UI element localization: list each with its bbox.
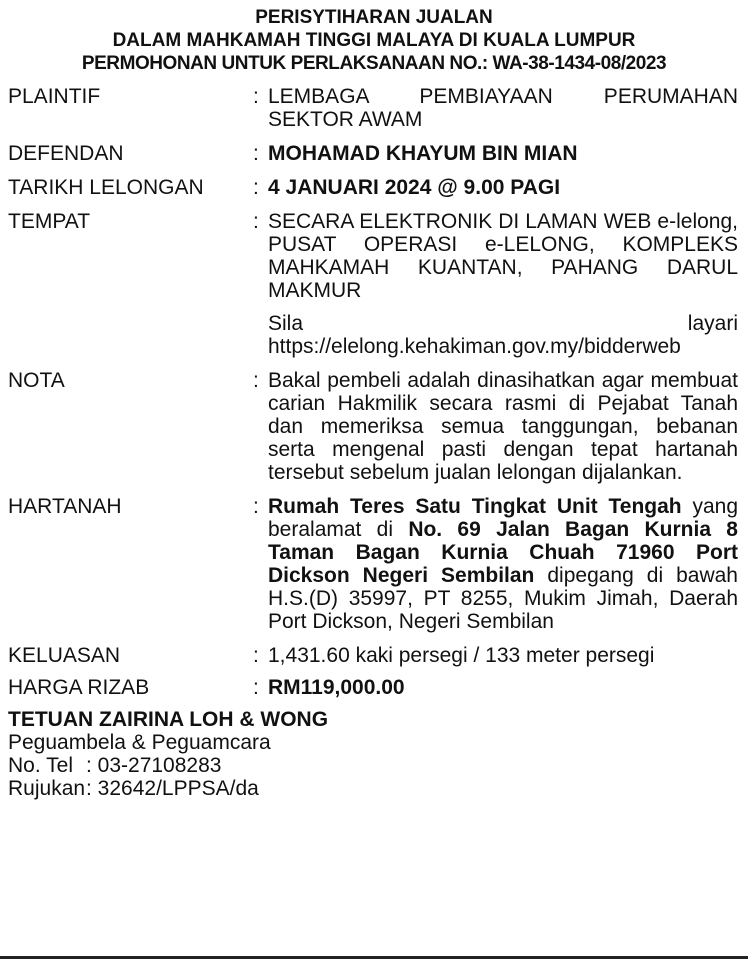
colon: :	[253, 176, 259, 199]
hartanah-label: HARTANAH	[8, 495, 122, 518]
colon: :	[253, 85, 259, 108]
row-plaintif	[8, 85, 740, 131]
row-defendan	[8, 142, 740, 165]
colon: :	[253, 369, 259, 392]
ref-value: : 32642/LPPSA/da	[86, 777, 259, 800]
tel-line	[8, 754, 740, 777]
keluasan-value: 1,431.60 kaki persegi / 133 meter persegi	[268, 644, 655, 667]
property-address: No. 69 Jalan Bagan Kurnia 8 Taman Bagan Kurnia Chuah 71960 Port Dickson Negeri Sembilan	[268, 518, 738, 587]
harga-value: RM119,000.00	[268, 676, 405, 699]
tempat-value-block	[268, 210, 740, 358]
title-details: dipegang di bawah H.S.(D) 35997, PT 8255, Mukim Jimah, Daerah Port Dickson, Negeri Sembilan	[268, 564, 738, 633]
row-tarikh	[8, 176, 740, 199]
colon: :	[253, 676, 259, 699]
case-number: PERMOHONAN UNTUK PERLAKSANAAN NO.: WA-38-1434-08/2023	[81, 53, 667, 74]
colon: :	[253, 644, 259, 667]
notice-footer	[8, 708, 740, 800]
notice-header	[8, 6, 740, 75]
ref-label: Rujukan	[8, 777, 86, 800]
firm-name: TETUAN ZAIRINA LOH & WONG	[8, 708, 329, 731]
notice-details	[8, 85, 740, 699]
address-intro: yang beralamat di	[268, 495, 738, 541]
defendan-value: MOHAMAD KHAYUM BIN MIAN	[268, 142, 578, 165]
tempat-value: SECARA ELEKTRONIK DI LAMAN WEB e-lelong, PUSAT OPERASI e-LELONG, KOMPLEKS MAHKAMAH KUANTAN, PAHANG DARUL MAKMUR	[268, 210, 738, 302]
property-type: Rumah Teres Satu Tingkat Unit Tengah	[268, 495, 682, 518]
hartanah-value	[268, 495, 740, 633]
tarikh-value: 4 JANUARI 2024 @ 9.00 PAGI	[268, 176, 561, 199]
nota-value: Bakal pembeli adalah dinasihatkan agar membuat carian Hakmilik secara rasmi di Pejabat Tanah dan memeriksa semua tanggungan, bebanan serta mengenal pasti dengan tepat hartanah tersebut sebelum jualan lelongan dijalankan.	[268, 369, 738, 484]
tarikh-label: TARIKH LELONGAN	[8, 176, 204, 199]
nota-label: NOTA	[8, 369, 65, 392]
colon: :	[253, 210, 259, 233]
row-harga	[8, 676, 740, 699]
tempat-label: TEMPAT	[8, 210, 91, 233]
tel-value: : 03-27108283	[86, 754, 222, 777]
notice-title: PERISYTIHARAN JUALAN	[255, 7, 493, 28]
firm-title: Peguambela & Peguamcara	[8, 731, 271, 754]
tel-label: No. Tel	[8, 754, 73, 777]
ref-line	[8, 777, 740, 800]
row-tempat	[8, 210, 740, 358]
court-name: DALAM MAHKAMAH TINGGI MALAYA DI KUALA LUMPUR	[112, 30, 636, 51]
row-hartanah	[8, 495, 740, 633]
plaintif-label: PLAINTIF	[8, 85, 101, 108]
plaintif-value: LEMBAGA PEMBIAYAAN PERUMAHAN SEKTOR AWAM	[268, 85, 738, 131]
tempat-note: Sila layari https://elelong.kehakiman.gov.my/bidderweb	[268, 312, 738, 358]
harga-label: HARGA RIZAB	[8, 676, 150, 699]
row-nota	[8, 369, 740, 484]
row-keluasan	[8, 644, 740, 667]
defendan-label: DEFENDAN	[8, 142, 124, 165]
colon: :	[253, 495, 259, 518]
keluasan-label: KELUASAN	[8, 644, 121, 667]
colon: :	[253, 142, 259, 165]
